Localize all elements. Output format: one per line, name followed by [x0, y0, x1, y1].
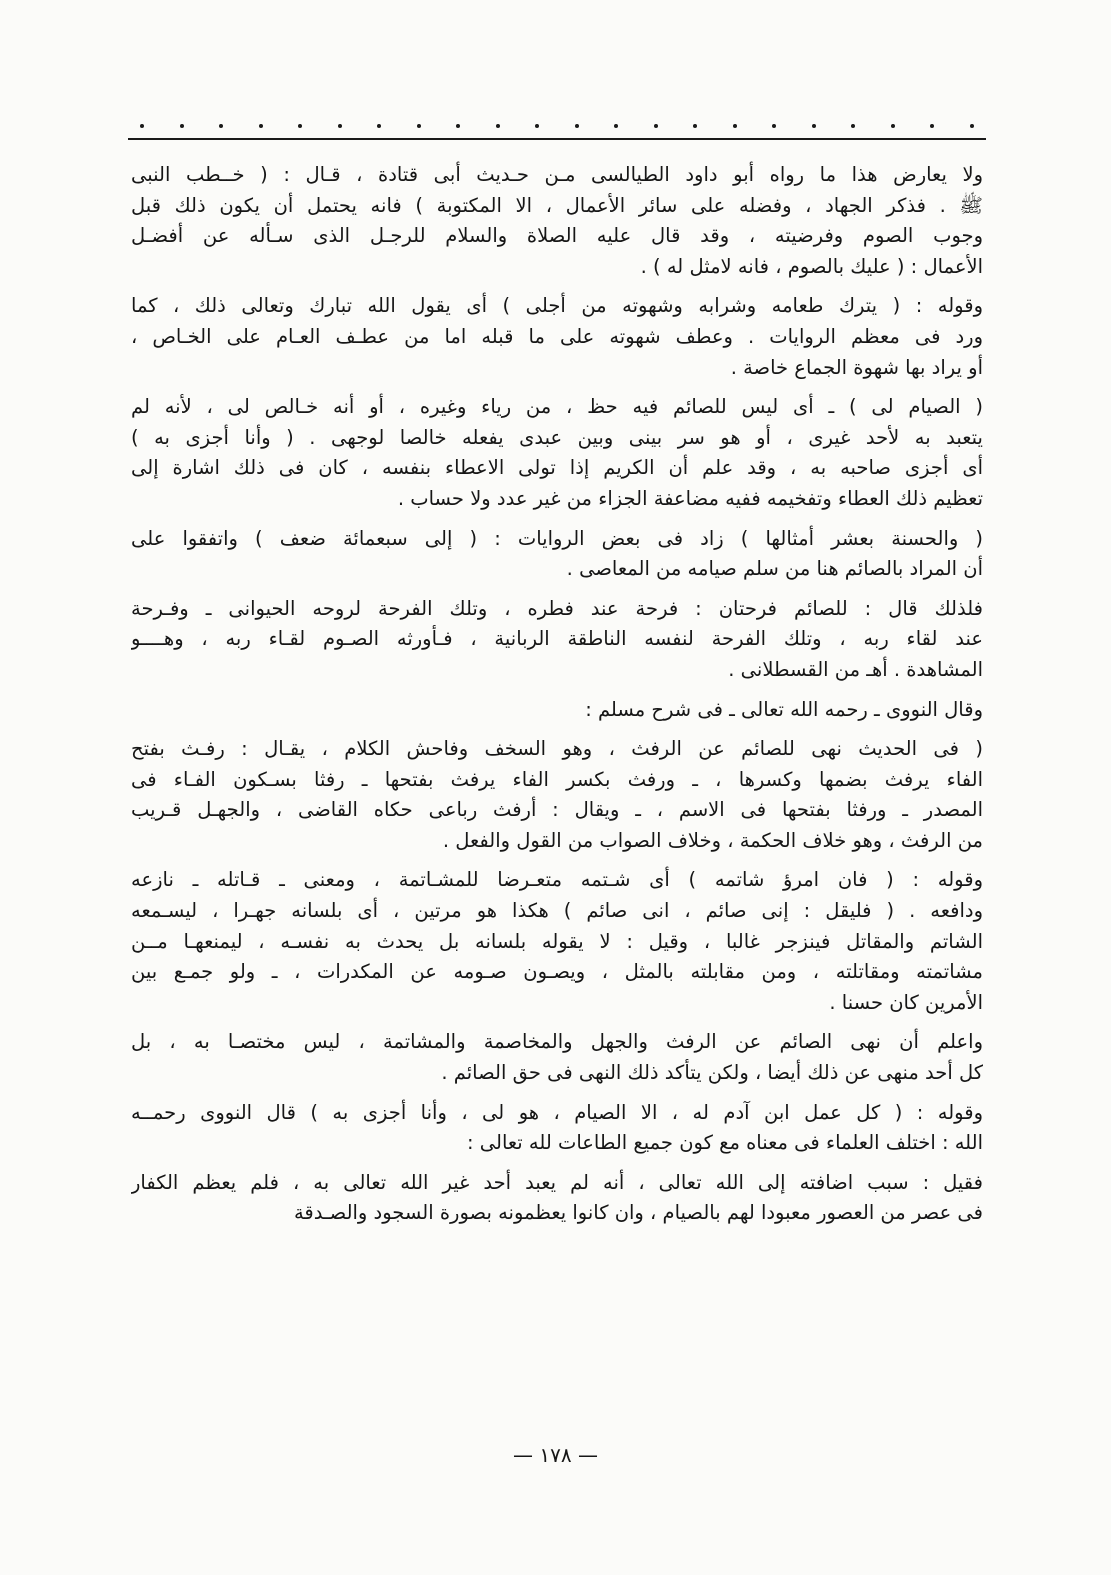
header-dot	[219, 124, 223, 128]
text-line: الله : اختلف العلماء فى معناه مع كون جميع الطاعات لله تعالى :	[466, 1131, 983, 1155]
header-dot	[693, 124, 697, 128]
header-dot	[259, 124, 263, 128]
text-line: كل أحد منهى عن ذلك أيضا ، ولكن يتأكد ذلك النهى فى حق الصائم .	[441, 1061, 983, 1085]
text-line: أو يراد بها شهوة الجماع خاصة .	[730, 355, 983, 379]
header-dot	[496, 124, 500, 128]
header-dot-row	[140, 120, 970, 132]
header-dot	[298, 124, 302, 128]
text-line: وقال النووى ـ رحمه الله تعالى ـ فى شرح مسلم :	[585, 697, 983, 721]
text-line: المصدر ـ ورفثا بفتحها فى الاسم ، ـ ويقال : أرفث رباعى حكاه القاضى ، والجهـل قـريب	[131, 798, 983, 822]
header-dot	[891, 124, 895, 128]
text-line: الشاتم والمقاتل فينزجر غالبا ، وقيل : لا يقوله بلسانه بل يحدث به نفسـه ، ليمنعهـا مــن	[131, 929, 983, 953]
paragraph	[131, 160, 983, 282]
page-number: — ١٧٨ —	[513, 1443, 598, 1467]
header-dot	[377, 124, 381, 128]
text-line: ( الصيام لى ) ـ أى ليس للصائم فيه حظ ، من رياء وغيره ، أو أنه خـالص لى ، لأنه لم	[131, 395, 983, 419]
text-line: ﷺ . فذكر الجهاد ، وفضله على سائر الأعمال ، الا المكتوبة ) فانه يحتمل أن يكون ذلك قبل	[131, 193, 983, 217]
text-line: ورد فى معظم الروايات . وعطف شهوته على ما قبله اما من عطـف العـام على الخـاص ،	[131, 324, 983, 348]
header-dot	[338, 124, 342, 128]
header-dot	[930, 124, 934, 128]
header-dot	[575, 124, 579, 128]
text-line: ودافعه . ( فليقل : إنى صائم ، انى صائم ) هكذا هو مرتين ، أى بلسانه جهـرا ، ليسـمعه	[131, 899, 983, 923]
text-line: وقوله : ( كل عمل ابن آدم له ، الا الصيام ، هو لى ، وأنا أجزى به ) قال النووى رحمــه	[131, 1100, 983, 1124]
header-dot	[535, 124, 539, 128]
header-dot	[772, 124, 776, 128]
paragraph	[131, 865, 983, 1018]
text-line: المشاهدة . أهـ من القسطلانى .	[728, 657, 983, 681]
header-rule	[128, 138, 986, 140]
text-line: يتعبد به لأحد غيرى ، أو هو سر بينى وبين عبدى يفعله خالصا لوجهى . ( وأنا أجزى به )	[131, 425, 983, 449]
paragraph	[131, 1168, 983, 1229]
text-line: الأعمال : ( عليك بالصوم ، فانه لامثل له ) .	[640, 254, 983, 278]
paragraph	[131, 734, 983, 856]
paragraph	[131, 291, 983, 383]
header-dot	[851, 124, 855, 128]
text-line: ( والحسنة بعشر أمثالها ) زاد فى بعض الروايات : ( إلى سبعمائة ضعف ) واتفقوا على	[131, 526, 983, 550]
header-dot	[654, 124, 658, 128]
header-dot	[180, 124, 184, 128]
paragraph	[131, 695, 983, 726]
text-line: تعظيم ذلك العطاء وتفخيمه ففيه مضاعفة الجزاء من غير عدد ولا حساب .	[397, 486, 983, 510]
header-dot	[970, 124, 974, 128]
text-line: مشاتمته ومقاتلته ، ومن مقابلته بالمثل ، ويصـون صـومه عن المكدرات ، ـ ولو جمـع بين	[131, 960, 983, 984]
text-line: وجوب الصوم وفرضيته ، وقد قال عليه الصلاة والسلام للرجـل الذى سـأله عن أفضـل	[131, 224, 983, 248]
paragraph	[131, 392, 983, 514]
text-line: واعلم أن نهى الصائم عن الرفث والجهل والمخاصمة والمشاتمة ، ليس مختصـا به ، بل	[131, 1030, 983, 1054]
text-line: فى عصر من العصور معبودا لهم بالصيام ، وان كانوا يعظمونه بصورة السجود والصـدقة	[293, 1201, 983, 1225]
text-line: فقيل : سبب اضافته إلى الله تعالى ، أنه لم يعبد أحد غير الله تعالى به ، فلم يعظم الكفار	[131, 1170, 983, 1194]
header-dot	[140, 124, 144, 128]
text-line: الفاء يرفث بضمها وكسرها ، ـ ورفث بكسر الفاء يرفث بفتحها ـ رفثا بسـكون الفـاء فى	[131, 767, 983, 791]
paragraph	[131, 1098, 983, 1159]
text-line: أن المراد بالصائم هنا من سلم صيامه من المعاصى .	[566, 557, 983, 581]
header-dot	[417, 124, 421, 128]
text-line: فلذلك قال : للصائم فرحتان : فرحة عند فطره ، وتلك الفرحة لروحه الحيوانى ـ وفـرحة	[131, 596, 983, 620]
text-line: الأمرين كان حسنا .	[829, 990, 983, 1014]
header-dot	[614, 124, 618, 128]
paragraph	[131, 594, 983, 686]
text-line: من الرفث ، وهو خلاف الحكمة ، وخلاف الصواب من القول والفعل .	[442, 828, 983, 852]
text-line: وقوله : ( فان امرؤ شاتمه ) أى شـتمه متعـرضا للمشـاتمة ، ومعنى ـ قـاتله ـ نازعه	[131, 868, 983, 892]
paragraph	[131, 1027, 983, 1088]
text-line: أى أجزى صاحبه به ، وقد علم أن الكريم إذا تولى الاعطاء بنفسه ، كان فى ذلك اشارة إلى	[131, 456, 983, 480]
header-dot	[456, 124, 460, 128]
text-line: ولا يعارض هذا ما رواه أبو داود الطيالسى مـن حـديث أبى قتادة ، قـال : ( خــطب النبى	[131, 163, 983, 186]
header-dot	[812, 124, 816, 128]
text-line: عند لقاء ربه ، وتلك الفرحة لنفسه الناطقة الربانية ، فـأورثه الصـوم لقـاء ربه ، وهــــو	[131, 627, 983, 651]
text-line: ( فى الحديث نهى للصائم عن الرفث ، وهو السخف وفاحش الكلام ، يقـال : رفـث بفتح	[131, 737, 983, 761]
header-dot	[733, 124, 737, 128]
paragraph	[131, 524, 983, 585]
page-body	[131, 160, 983, 1238]
text-line: وقوله : ( يترك طعامه وشرابه وشهوته من أجلى ) أى يقول الله تبارك وتعالى ذلك ، كما	[131, 294, 983, 318]
